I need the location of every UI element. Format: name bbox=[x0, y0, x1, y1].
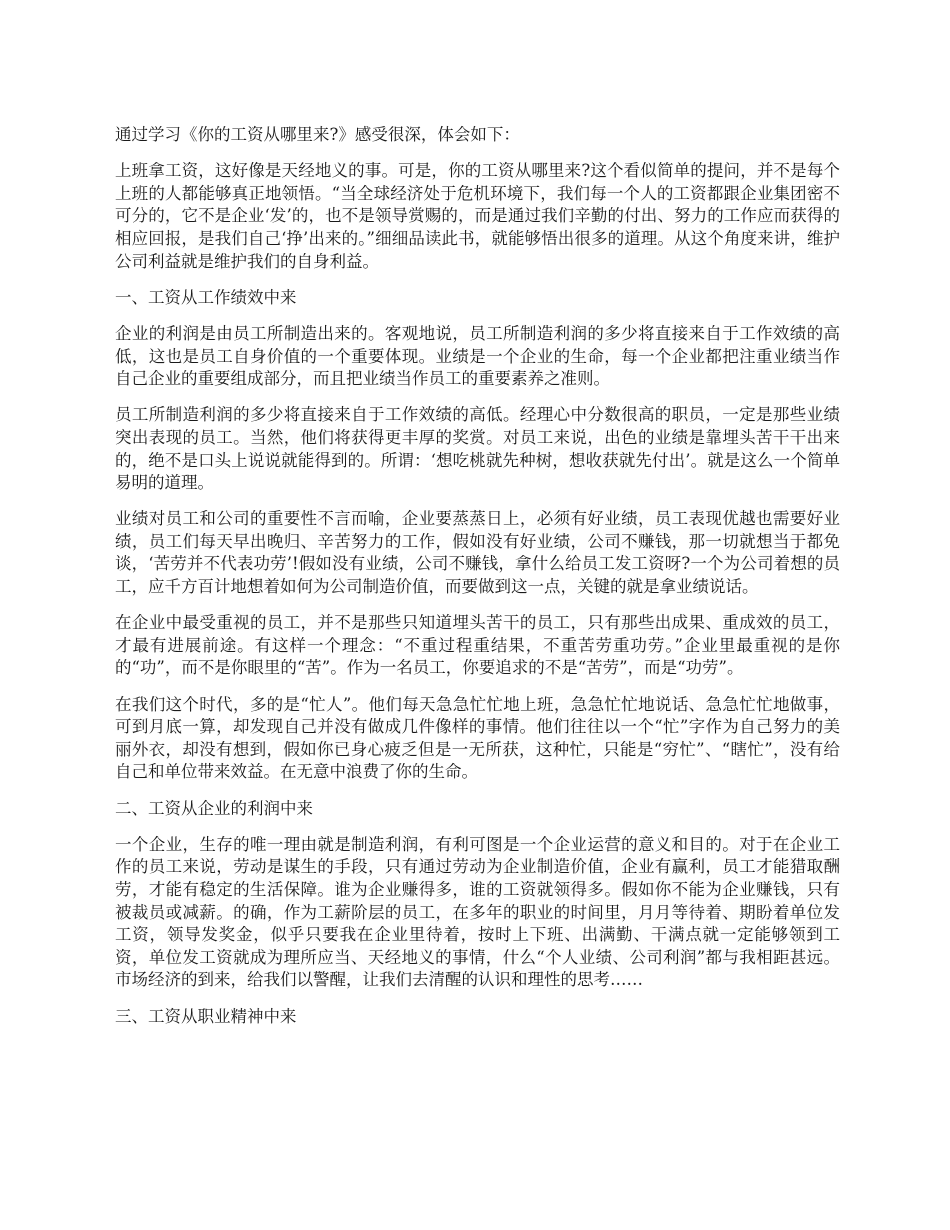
section-heading: 一、工资从工作绩效中来 bbox=[115, 287, 297, 307]
body-paragraph: 在我们这个时代，多的是“忙人”。他们每天急急忙忙地上班，急急忙忙地说话、急急忙忙地做事，可到月底一算，却发现自己并没有做成几件像样的事情。他们往往以一个“忙”字作为自己努力的美丽外衣，却没有想到，假如你已身心疲乏但是一无所获，这种忙，只能是“穷忙”、“瞎忙”，没有给自己和单位带来效益。在无意中浪费了你的生命。 bbox=[115, 694, 840, 782]
body-paragraph: 一个企业，生存的唯一理由就是制造利润，有利可图是一个企业运营的意义和目的。对于在企业工作的员工来说，劳动是谋生的手段，只有通过劳动为企业制造价值，企业有赢利，员工才能猎取酬劳，才能有稳定的生活保障。谁为企业赚得多，谁的工资就领得多。假如你不能为企业赚钱，只有被裁员或减薪。的确，作为工薪阶层的员工，在多年的职业的时间里，月月等待着、期盼着单位发工资，领导发奖金，似乎只要我在企业里待着，按时上下班、出满勤、干满点就一定能够领到工资，单位发工资就成为理所应当、天经地义的事情，什么“个人业绩、公司利润”都与我相距甚远。市场经济的到来，给我们以警醒，让我们去清醒的认识和理性的思考…… bbox=[115, 834, 840, 990]
section-heading: 二、工资从企业的利润中来 bbox=[115, 798, 313, 818]
section-heading: 三、工资从职业精神中来 bbox=[115, 1006, 297, 1026]
body-paragraph: 业绩对员工和公司的重要性不言而喻，企业要蒸蒸日上，必须有好业绩，员工表现优越也需要好业绩，员工们每天早出晚归、辛苦努力的工作，假如没有好业绩，公司不赚钱，那一切就想当于都免谈，‘苦劳并不代表功劳’!假如没有业绩，公司不赚钱，拿什么给员工发工资呀?一个为公司着想的员工，应千方百计地想着如何为公司制造价值，而要做到这一点，关键的就是拿业绩说话。 bbox=[115, 509, 840, 597]
body-paragraph: 上班拿工资，这好像是天经地义的事。可是，你的工资从哪里来?这个看似简单的提问，并不是每个上班的人都能够真正地领悟。“当全球经济处于危机环境下，我们每一个人的工资都跟企业集团密不可分的，它不是企业‘发’的，也不是领导赏赐的，而是通过我们辛勤的付出、努力的工作应而获得的相应回报，是我们自己‘挣’出来的。”细细品读此书，就能够悟出很多的道理。从这个角度来讲，维护公司利益就是维护我们的自身利益。 bbox=[115, 161, 840, 271]
document-page bbox=[115, 124, 840, 1042]
body-paragraph: 在企业中最受重视的员工，并不是那些只知道埋头苦干的员工，只有那些出成果、重成效的员工，才最有进展前途。有这样一个理念：“不重过程重结果，不重苦劳重功劳。”企业里最重视的是你的“功”，而不是你眼里的“苦”。作为一名员工，你要追求的不是“苦劳”，而是“功劳”。 bbox=[115, 613, 840, 678]
body-paragraph: 企业的利润是由员工所制造出来的。客观地说，员工所制造利润的多少将直接来自于工作效绩的高低，这也是员工自身价值的一个重要体现。业绩是一个企业的生命，每一个企业都把注重业绩当作自己企业的重要组成部分，而且把业绩当作员工的重要素养之准则。 bbox=[115, 323, 840, 389]
intro-paragraph: 通过学习《你的工资从哪里来?》感受很深，体会如下： bbox=[115, 125, 520, 144]
body-paragraph: 员工所制造利润的多少将直接来自于工作效绩的高低。经理心中分数很高的职员，一定是那些业绩突出表现的员工。当然，他们将获得更丰厚的奖赏。对员工来说，出色的业绩是靠埋头苦干干出来的，绝不是口头上说说就能得到的。所谓：‘想吃桃就先种树，想收获就先付出’。就是这么一个简单易明的道理。 bbox=[115, 405, 840, 493]
